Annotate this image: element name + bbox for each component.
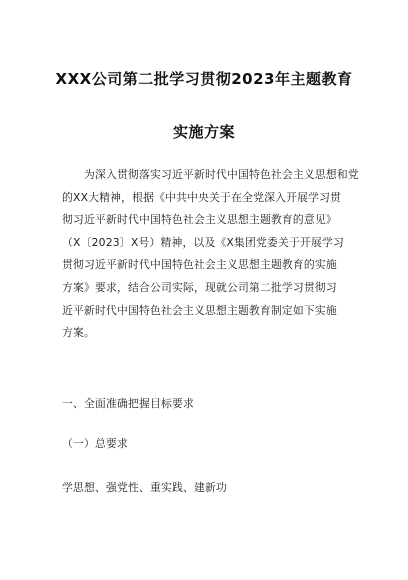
intro-line: 的XX大精神，根据《中共中央关于在全党深入开展学习贯: [62, 190, 342, 204]
intro-line: 近平新时代中国特色社会主义思想主题教育制定如下实施: [62, 303, 337, 317]
intro-line: 方案。: [62, 326, 95, 340]
intro-line: 彻习近平新时代中国特色社会主义思想主题教育的意见》: [62, 213, 337, 227]
intro-line: （X〔2023〕X号）精神，以及《X集团党委关于开展学习: [62, 235, 344, 249]
intro-line: 贯彻习近平新时代中国特色社会主义思想主题教育的实施: [62, 258, 337, 272]
intro-paragraph: [62, 164, 359, 345]
subsection-heading: （一）总要求: [62, 437, 128, 450]
document-title-line-2: 实施方案: [172, 123, 235, 141]
subsection-text: 学思想、强党性、重实践、建新功: [62, 481, 227, 494]
document-title-line-1: XXX公司第二批学习贯彻2023年主题教育: [55, 70, 353, 88]
intro-line: 方案》要求，结合公司实际，现就公司第二批学习贯彻习: [62, 280, 337, 294]
section-heading: 一、全面准确把握目标要求: [62, 397, 194, 410]
intro-line: 为深入贯彻落实习近平新时代中国特色社会主义思想和党: [84, 168, 359, 181]
